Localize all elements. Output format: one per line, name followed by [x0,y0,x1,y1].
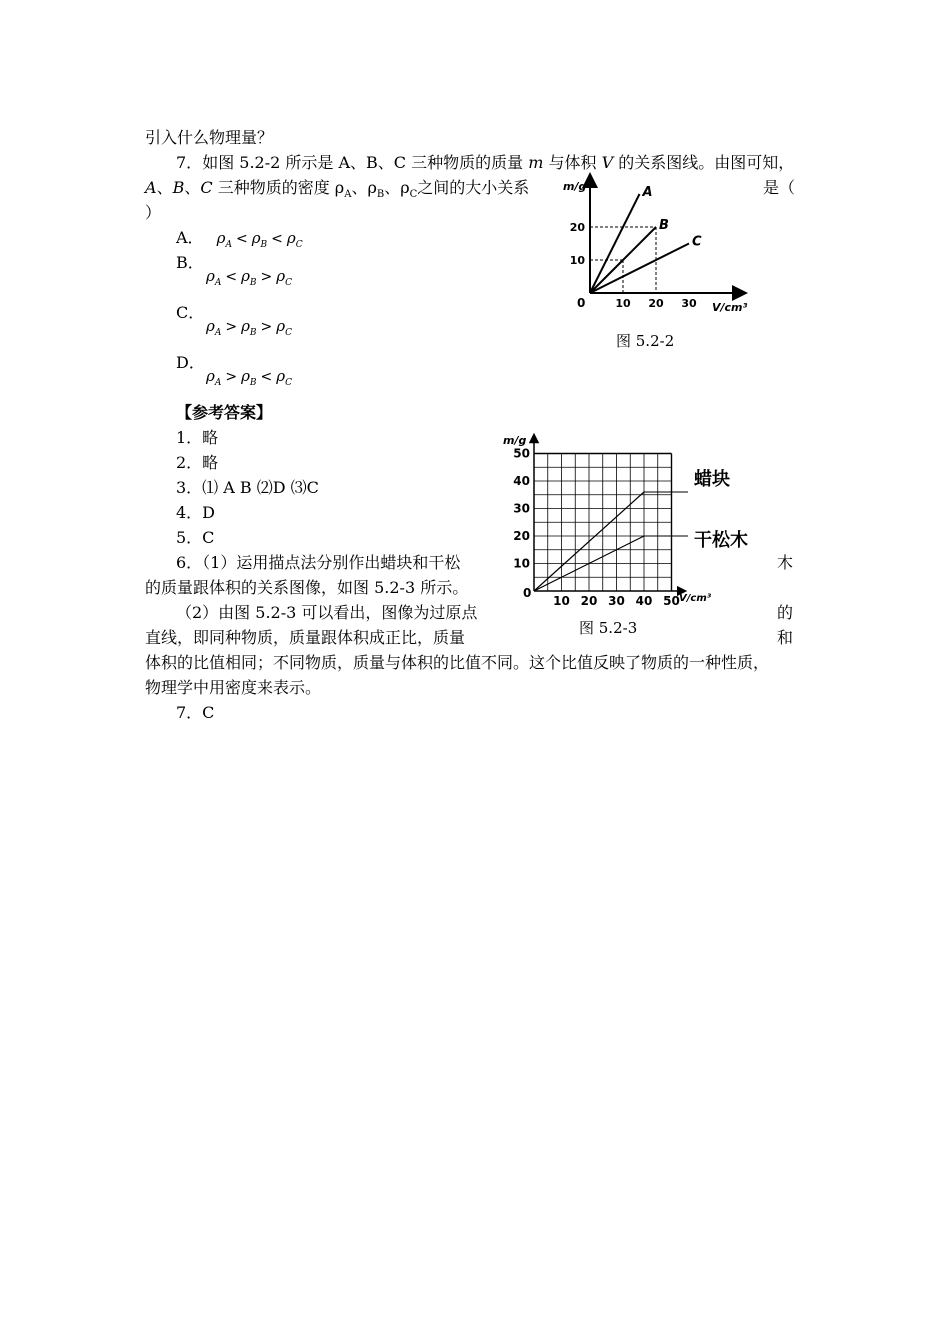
fig2-grid [534,454,672,592]
fig2-xtick-10: 10 [553,594,570,608]
q7-number: 7． [176,153,203,172]
q7-mid: 、ρ [351,178,377,197]
answer-5: 5．C [176,528,215,547]
q7-rest: 三种物质的密度 ρ [212,178,345,197]
answer-3: 3．⑴ A B ⑵D ⑶C [176,478,319,497]
fig2-x-label: V/cm³ [679,593,712,604]
answer-6-line4: 直线，即同种物质，质量跟体积成正比，质量 [145,628,466,647]
fig1-series-label-B: B [659,218,669,233]
q7-sub-c: C [409,189,418,201]
fig2-xtick-30: 30 [608,594,625,608]
fig1-series-label-A: A [642,185,653,200]
fig1-y-label: m/g [563,180,587,193]
answer-6-line1-end: 木 [777,553,794,572]
fig2-xtick-40: 40 [635,594,653,608]
q7-sep1: 、 [156,178,173,197]
answer-6-line5: 体积的比值相同；不同物质，质量与体积的比值不同。这个比值反映了物质的一种性质， [145,653,770,672]
q7-b: B [172,178,185,197]
answer-4: 4．D [176,503,216,522]
q7-v: V [601,153,614,172]
fig2-plot-area [534,492,688,591]
option-c-label: C． [176,303,205,322]
q7-close: ） [145,203,162,222]
fig2-ytick-10: 10 [513,556,530,571]
answer-6-line3: （2）由图 5.2-3 可以看出，图像为过原点 [176,603,478,622]
fig1-ticks [570,221,697,310]
fig1-xtick-10: 10 [615,297,631,310]
fig1-caption: 图 5.2-2 [616,332,675,350]
fig2-series-label-0: 蜡块 [694,469,730,490]
fig1-series-label-C: C [692,234,702,250]
figure-5-2-2 [555,170,755,315]
option-a-label: A． [176,228,204,247]
fig2-ytick-40: 40 [513,474,530,488]
q7-sep2: 、 [184,178,201,197]
fig1-ytick-20: 20 [569,221,585,234]
fig2-origin: 0 [523,586,532,600]
q7-sub-b: B [376,189,385,201]
option-d-label: D． [176,353,205,372]
answers-heading: 【参考答案】 [176,403,273,422]
option-b-formula: $\rho_A < \rho_B > \rho_C$ [206,267,292,288]
answer-1: 1．略 [176,428,219,447]
fig2-caption: 图 5.2-3 [579,619,638,637]
fig2-y-label: m/g [503,434,527,447]
answer-6-line4-end: 和 [777,628,794,647]
q7-a: A [145,178,157,197]
fig1-xtick-20: 20 [648,297,664,310]
option-d-formula: $\rho_A > \rho_B < \rho_C$ [206,367,292,388]
q7-c: C [200,178,213,197]
q7-text-b: 与体积 [543,153,602,172]
figure-5-2-3 [500,428,770,608]
fig2-ytick-30: 30 [513,501,530,516]
option-c-formula: $\rho_A > \rho_B > \rho_C$ [206,317,292,338]
fig1-x-label: V/cm³ [712,301,748,314]
q7-line2 [145,178,529,205]
fig2-ytick-20: 20 [513,529,530,543]
fig2-series-labels [693,468,748,551]
q7-text-a: 如图 5.2-2 所示是 A、B、C 三种物质的质量 [202,153,529,172]
fig1-xtick-30: 30 [681,297,697,310]
answer-2: 2．略 [176,453,219,472]
q7-shi: 是（ [763,178,796,197]
q7-end: 之间的大小关系 [417,178,530,197]
answer-6-line2: 的质量跟体积的关系图像，如图 5.2-3 所示。 [145,578,469,597]
fig2-series-label-1: 干松木 [694,530,748,551]
fig1-plot-area [590,185,702,293]
fig1-ytick-10: 10 [569,254,585,267]
fig1-series-line-C [590,244,689,294]
fig1-series-line-B [590,227,656,293]
option-a-formula: $\rho_A < \rho_B < \rho_C$ [216,229,303,250]
fig2-xtick-20: 20 [580,594,598,608]
q7-sub-a: A [344,189,352,201]
fig1-origin: 0 [577,296,586,310]
q7-text-c: 的关系图线。由图可知， [613,153,795,172]
q7-m: m [528,153,544,172]
answer-6-line3-end: 的 [777,603,794,622]
answer-6-line1: 6．（1）运用描点法分别作出蜡块和干松 [176,553,461,572]
prev-question-tail: 引入什么物理量？ [145,128,274,147]
option-a [176,228,303,255]
fig1-series-line-A [590,194,640,293]
fig2-ytick-50: 50 [513,446,530,461]
fig2-ticks [513,447,680,609]
fig2-xtick-50: 50 [663,594,680,608]
answer-7: 7．C [176,703,215,722]
q7-mid2: 、ρ [384,178,410,197]
option-b-label: B． [176,253,204,272]
answer-6-line6: 物理学中用密度来表示。 [145,678,322,697]
